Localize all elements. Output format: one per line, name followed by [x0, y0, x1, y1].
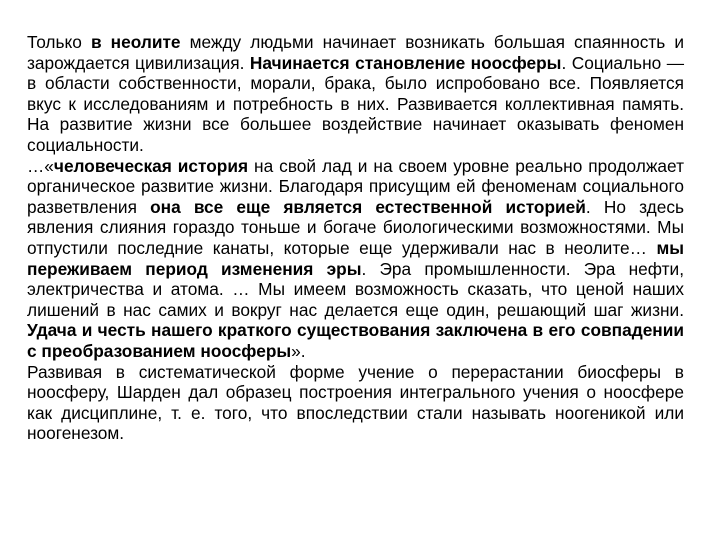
text-run: . Эра промышленности. Эра нефти, электричества и атома. … Мы имеем возможность сказать, что ценой наших лишений в нас самих и вокруг нас делается еще один, решающий шаг жизни.: [27, 258, 684, 320]
paragraph-sharden: [27, 362, 684, 444]
text-run-bold: человеческая история: [53, 155, 249, 176]
text-run: ».: [291, 340, 306, 361]
text-run: . Социально — в области собственности, морали, брака, было испробовано все. Появляется вкус к исследованиям и потребность в них. Развивается коллективная память. На развитие жизни все большее воздействие начинает оказывать феномен социальности.: [27, 52, 684, 155]
text-run-bold: она все еще является естественной историей: [150, 196, 586, 217]
text-run: Только: [27, 32, 91, 52]
text-run: между людьми начинает возникать большая спаянность и зарождается цивилизация.: [27, 32, 684, 73]
text-run: . Но здесь явления слияния гораздо тоньше и богаче биологическими возможностями. Мы отпустили последние канаты, которые еще удерживали нас в неолите…: [27, 196, 684, 258]
text-run: Развивая в систематической форме учение о перерастании биосферы в ноосферу, Шарден дал образец построения интегрального учения о ноосфере как дисциплине, т. е. того, что впоследствии стали называть ноогеникой или ноогенезом.: [27, 361, 684, 444]
text-run-bold: Удача и честь нашего краткого существования заключена в его совпадении с преобразованием ноосферы: [27, 320, 684, 361]
text-run-bold: мы переживаем период изменения эры: [27, 237, 684, 279]
text-run-bold: Начинается становление ноосферы: [249, 52, 562, 73]
document-body: [27, 32, 684, 444]
text-run: …«: [27, 155, 54, 176]
paragraph-neolithic: [27, 32, 684, 156]
paragraph-quote: [27, 156, 684, 362]
text-run: на свой лад и на своем уровне реально продолжает органическое развитие жизни. Благодаря присущим ей феноменам социального разветвления: [27, 155, 684, 217]
text-run-bold: в неолите: [90, 32, 181, 52]
